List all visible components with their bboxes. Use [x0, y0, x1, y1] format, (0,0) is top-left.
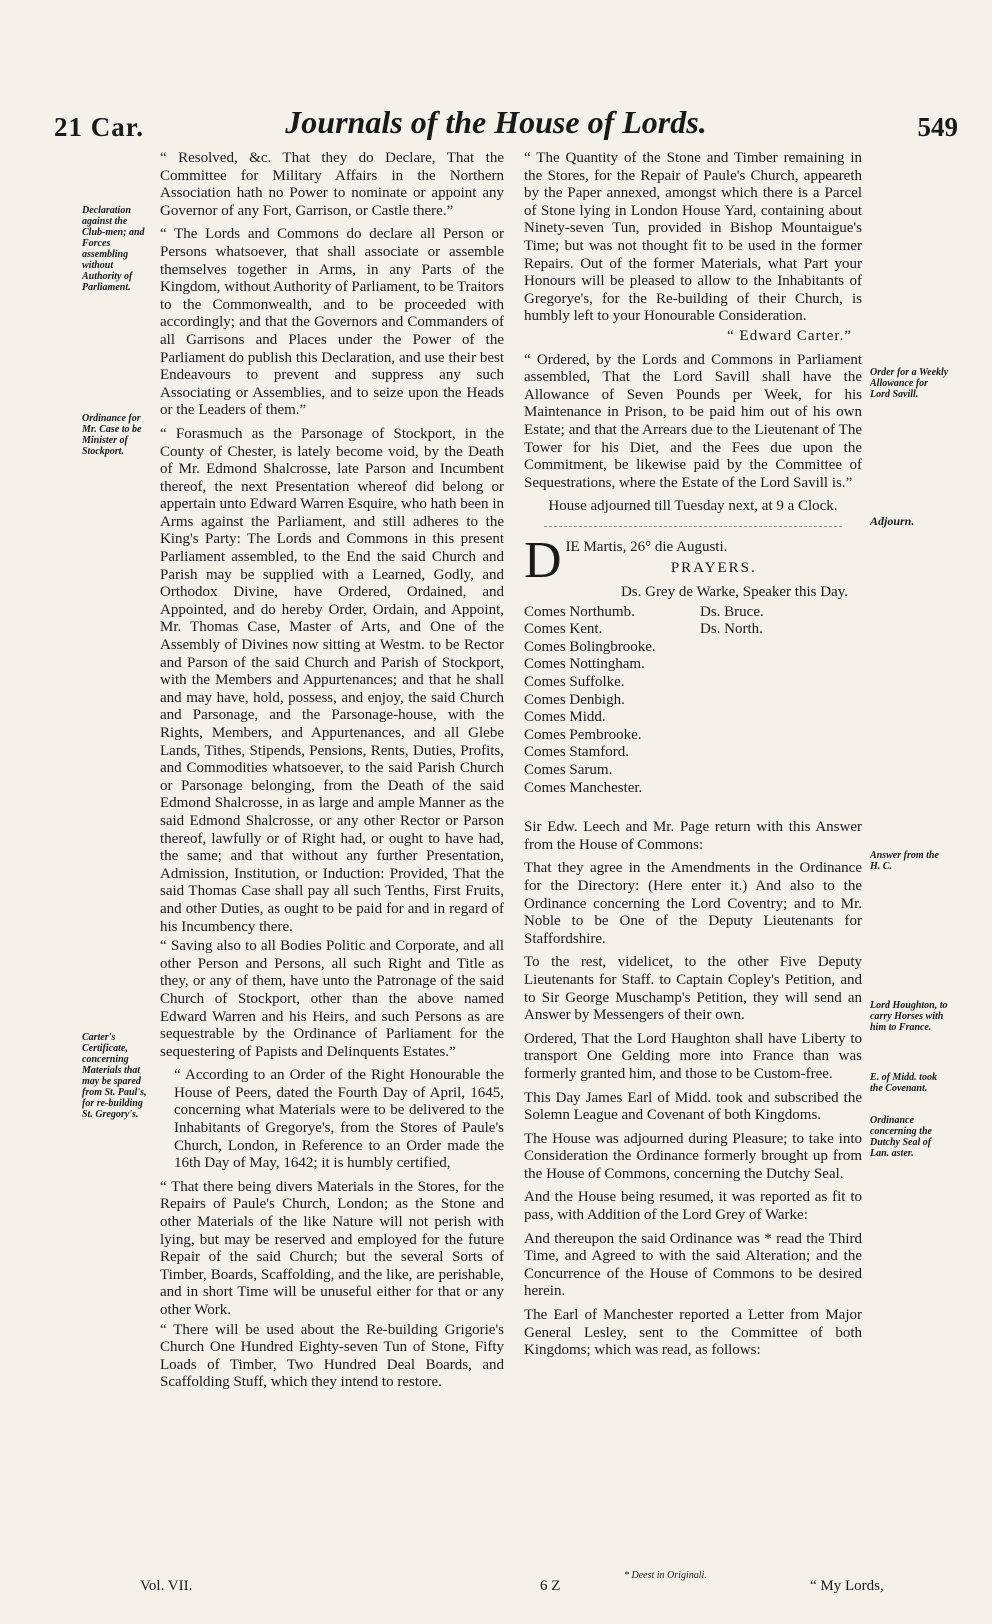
page-number: 549 — [917, 112, 958, 142]
signature-mark: 6 Z — [540, 1578, 561, 1594]
lord-entry: Comes Suffolke. — [524, 674, 625, 691]
paragraph: The Earl of Manchester reported a Letter from Major General Lesley, sent to the Committee of both Kingdoms; which was read, as follows: — [524, 1307, 862, 1359]
footnote: * Deest in Originali. — [624, 1570, 707, 1581]
lord-entry: Comes Kent. — [524, 621, 603, 638]
signature: “ Edward Carter.” — [727, 327, 852, 344]
right-column — [524, 150, 862, 1366]
lord-entry: Ds. Bruce. — [700, 603, 764, 620]
left-column — [160, 150, 504, 1398]
catchword: “ My Lords, — [810, 1578, 884, 1594]
margin-note-carter-certificate: Carter's Certificate, concerning Materials that may be spared from St. Paul's, for re-building St. Gregory's. — [82, 1032, 147, 1120]
regnal-year: 21 Car. — [54, 112, 145, 142]
margin-note-order-savill: Order for a Weekly Allowance for Lord Savill. — [870, 367, 949, 400]
paragraph: Ordered, That the Lord Haughton shall have Liberty to transport One Gelding more into France than was formerly granted him, and those to be Custom-free. — [524, 1030, 862, 1082]
paragraph: “ According to an Order of the Right Honourable the House of Peers, dated the Fourth Day of April, 1645, concerning what Materials were to be delivered to the Inhabitants of Gregorye's, from the Stores of Paule's Church, London, in Reference to an Order made the 16th Day of May, 1642; it is humbly certified, — [174, 1067, 504, 1172]
lord-entry: Comes Stamford. — [524, 744, 629, 761]
lord-entry: Ds. North. — [700, 621, 763, 638]
paragraph: “ Saving also to all Bodies Politic and Corporate, and all other Person and Persons, all such Right and Title as they, or any of them, have unto the Patronage of the said Church of Stockport, other than the above named Edward Warren and his Heirs, and such Persons as are sequestrable by the Ordinance of Parliament for the sequestering of Papists and Delinquents Estates.” — [160, 938, 504, 1060]
lord-entry: Comes Nottingham. — [524, 656, 645, 673]
lords-present-earls — [524, 604, 700, 798]
paragraph: To the rest, videlicet, to the other Five Deputy Lieutenants for Staff. to Captain Copley's Petition, and to Sir George Muschamp's Petition, they will send an Answer by Messengers of their own. — [524, 954, 862, 1024]
margin-note-declaration: Declaration against the Club-men; and Forces assembling without Authority of Parliament. — [82, 205, 145, 293]
paragraph: And the House being resumed, it was reported as fit to pass, with Addition of the Lord Grey of Warke: — [524, 1189, 862, 1224]
divider — [544, 526, 842, 527]
margin-note-midd: E. of Midd. took the Covenant. — [870, 1072, 937, 1094]
paragraph: “ There will be used about the Re-building Grigorie's Church One Hundred Eighty-seven Tun of Stone, Fifty Loads of Timber, Two Hundred Deal Boards, and Scaffolding Stuff, which they intend to restore. — [160, 1321, 504, 1391]
volume-label: Vol. VII. — [140, 1578, 193, 1594]
lords-present-barons — [700, 604, 862, 798]
drop-cap: D — [524, 538, 562, 585]
lord-entry: Comes Manchester. — [524, 779, 643, 796]
lord-entry: Comes Denbigh. — [524, 691, 625, 708]
lord-entry: Comes Pembrooke. — [524, 726, 642, 743]
margin-note-adjourn: Adjourn. — [870, 514, 915, 528]
paragraph: “ The Quantity of the Stone and Timber remaining in the Stores, for the Repair of Paule's Church, appeareth by the Paper annexed, amongst which there is a Parcel of Stone lying in London House Yard, containing about Ninety-seven Tun, provided in Bishop Mountaigue's Time; but was not thought fit to be used in the former Repairs. Out of the former Materials, what Part your Honours will be pleased to allow to the Inhabitants of Gregorye's, for the Re-building of their Church, is humbly left to your Honourable Consideration. — [524, 150, 862, 325]
adjournment-note: House adjourned till Tuesday next, at 9 a Clock. — [548, 498, 838, 515]
margin-note-ordinance-case: Ordinance for Mr. Case to be Minister of Stockport. — [82, 413, 142, 457]
paragraph: And thereupon the said Ordinance was * read the Third Time, and Agreed to with the said Alteration; and the Concurrence of the House of Commons to be desired herein. — [524, 1230, 862, 1300]
lord-entry: Comes Bolingbrooke. — [524, 638, 656, 655]
margin-note-answer-hc: Answer from the H. C. — [870, 850, 939, 872]
day-date: IE Martis, 26° die Augusti. — [565, 538, 728, 555]
lords-present — [524, 604, 862, 798]
paragraph: Sir Edw. Leech and Mr. Page return with this Answer from the House of Commons: — [524, 819, 862, 853]
paragraph: “ Forasmuch as the Parsonage of Stockport, in the County of Chester, is lately become void, by the Death of Mr. Edmond Shalcrosse, late Parson and Incumbent thereof, the next Presentation whereof did belong or appertain unto Edward Warren Esquire, who hath been in Arms against the Parliament, and still adheres to the King's Party: The Lords and Commons in this present Parliament assembled, to the End the said Church and Parish may be supplied with a Learned, Godly, and Orthodox Divine, have Ordered, Ordained, and Appointed, and do hereby Order, Ordain, and Appoint, Mr. Thomas Case, Master of Arts, and One of the Assembly of Divines now sitting at Westm. to be Rector and Parson of the said Church and Parish of Stockport, with the Members and Appurtenances; and that he shall and may have, hold, possess, and enjoy, the said Church and Parsonage, and the Parsonage-house, with the Rights, Members, and Appurtenances, and all Glebe Lands, Tithes, Stipends, Pensions, Rents, Duties, Profits, and Commodities whatsoever, to the said Parish Church or Parsonage belonging, from the Death of the said Edmond Shalcrosse, in as large and ample Manner as the said Edmond Shalcrosse, or any other Rector or Parson thereof, lawfully or of Right had, or ought to have had, the same; and that without any further Presentation, Admission, Institution, or Induction: Provided, That the said Thomas Case shall pay all such Tenths, First Fruits, and other Duties, as ought to be paid for and in regard of his Incumbency there. — [160, 425, 504, 935]
speaker-line: Ds. Grey de Warke, Speaker this Day. — [620, 584, 848, 601]
paragraph: “ Ordered, by the Lords and Commons in Parliament assembled, That the Lord Savill shall have the Allowance of Seven Pounds per Week, for his Maintenance in Prison, to be paid him out of his own Estate; and that the Arrears due to the Lieutenant of The Tower for his Diet, and the Fees due upon the Commitment, be likewise paid by the Committee of Sequestrations, where the Estate of the Lord Savill is.” — [524, 351, 862, 491]
lord-entry: Comes Sarum. — [524, 762, 613, 778]
paragraph: This Day James Earl of Midd. took and subscribed the Solemn League and Covenant of both Kingdoms. — [524, 1089, 862, 1124]
page-title: Journals of the House of Lords. — [285, 104, 707, 140]
lord-entry: Comes Midd. — [524, 709, 606, 726]
paragraph: “ The Lords and Commons do declare all Person or Persons whatsoever, that shall associate or assemble themselves together in Arms, in any Parts of the Kingdom, without Authority of Parliament, to be Traitors to the Commonwealth, and to be proceeded with accordingly; and that the Governors and Commanders of all Garrisons and Places under the Power of the Parliament do publish this Declaration, and use their best Endeavours to prevent and suppress any such Associating or Assemblies, and to seize upon the Heads or the Leaders of them.” — [160, 226, 504, 419]
day-heading — [524, 539, 862, 584]
margin-note-dutchy: Ordinance concerning the Dutchy Seal of Lan. aster. — [870, 1115, 932, 1159]
paragraph: “ That there being divers Materials in the Stores, for the Repairs of Paule's Church, London; as the Stone and other Materials of the like Nature will not perish with lying, but may be reserved and employed for the future Repair of the said Church; but the several Sorts of Timber, Boards, Scaffolding, and the like, are perishable, and in short Time will be unuseful either for that or any other Work. — [160, 1178, 504, 1318]
prayers-heading: PRAYERS. — [670, 560, 757, 577]
paragraph: “ Resolved, &c. That they do Declare, That the Committee for Military Affairs in the Northern Association hath no Power to nominate or appoint any Governor of any Fort, Garrison, or Castle there.” — [160, 150, 504, 219]
margin-note-houghton: Lord Houghton, to carry Horses with him to France. — [870, 1000, 948, 1033]
lord-entry: Comes Northumb. — [524, 603, 635, 620]
paragraph: The House was adjourned during Pleasure; to take into Consideration the Ordinance formerly brought up from the House of Commons, concerning the Dutchy Seal. — [524, 1130, 862, 1182]
paragraph: That they agree in the Amendments in the Ordinance for the Directory: (Here enter it.) And also to the Ordinance concerning the Lord Coventry; and to Mr. Noble to be One of the Deputy Lieutenants for Staffordshire. — [524, 860, 862, 947]
